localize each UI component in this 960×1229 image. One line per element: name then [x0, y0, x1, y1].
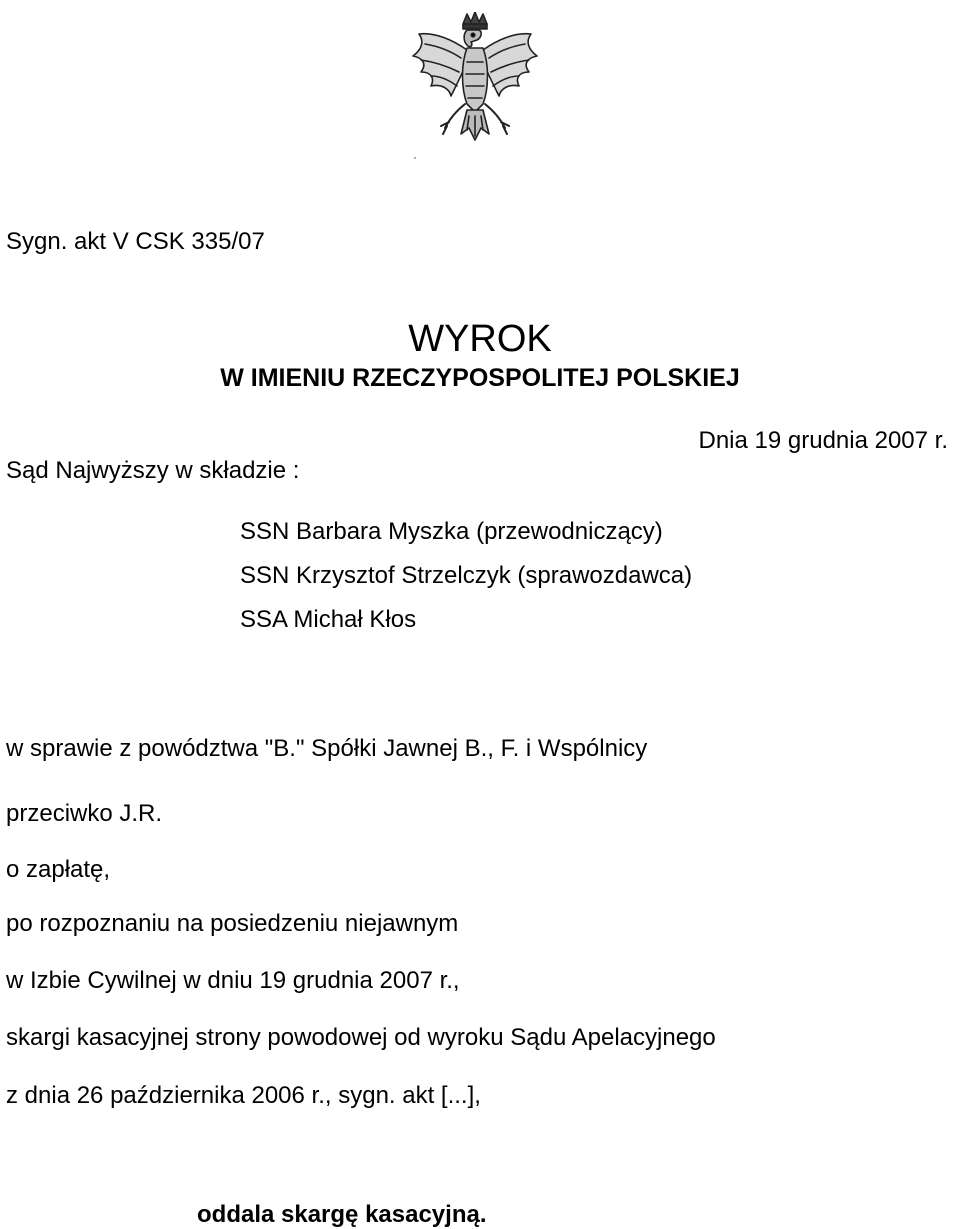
- case-reference: Sygn. akt V CSK 335/07: [6, 228, 265, 255]
- eagle-emblem-icon: [405, 12, 545, 162]
- document-title: WYROK: [408, 318, 552, 360]
- case-defendant-line: przeciwko J.R.: [6, 800, 163, 827]
- judge-member: SSA Michał Kłos: [240, 606, 417, 633]
- court-composition-label: Sąd Najwyższy w składzie :: [6, 457, 300, 484]
- case-plaintiff-line: w sprawie z powództwa "B." Spółki Jawnej B., F. i Wspólnicy: [6, 735, 648, 762]
- hearing-type-line: po rozpoznaniu na posiedzeniu niejawnym: [6, 910, 459, 937]
- judge-presiding: SSN Barbara Myszka (przewodniczący): [240, 518, 663, 545]
- judgment-date: Dnia 19 grudnia 2007 r.: [698, 427, 948, 454]
- document-subtitle: W IMIENIU RZECZYPOSPOLITEJ POLSKIEJ: [220, 364, 740, 392]
- appeal-description-line: skargi kasacyjnej strony powodowej od wyroku Sądu Apelacyjnego: [6, 1024, 716, 1051]
- verdict-text: oddala skargę kasacyjną.: [197, 1201, 487, 1228]
- judge-rapporteur: SSN Krzysztof Strzelczyk (sprawozdawca): [240, 562, 693, 589]
- case-subject-line: o zapłatę,: [6, 856, 111, 883]
- chamber-date-line: w Izbie Cywilnej w dniu 19 grudnia 2007 r.,: [6, 967, 460, 994]
- appealed-judgment-line: z dnia 26 października 2006 r., sygn. akt [...],: [6, 1082, 481, 1109]
